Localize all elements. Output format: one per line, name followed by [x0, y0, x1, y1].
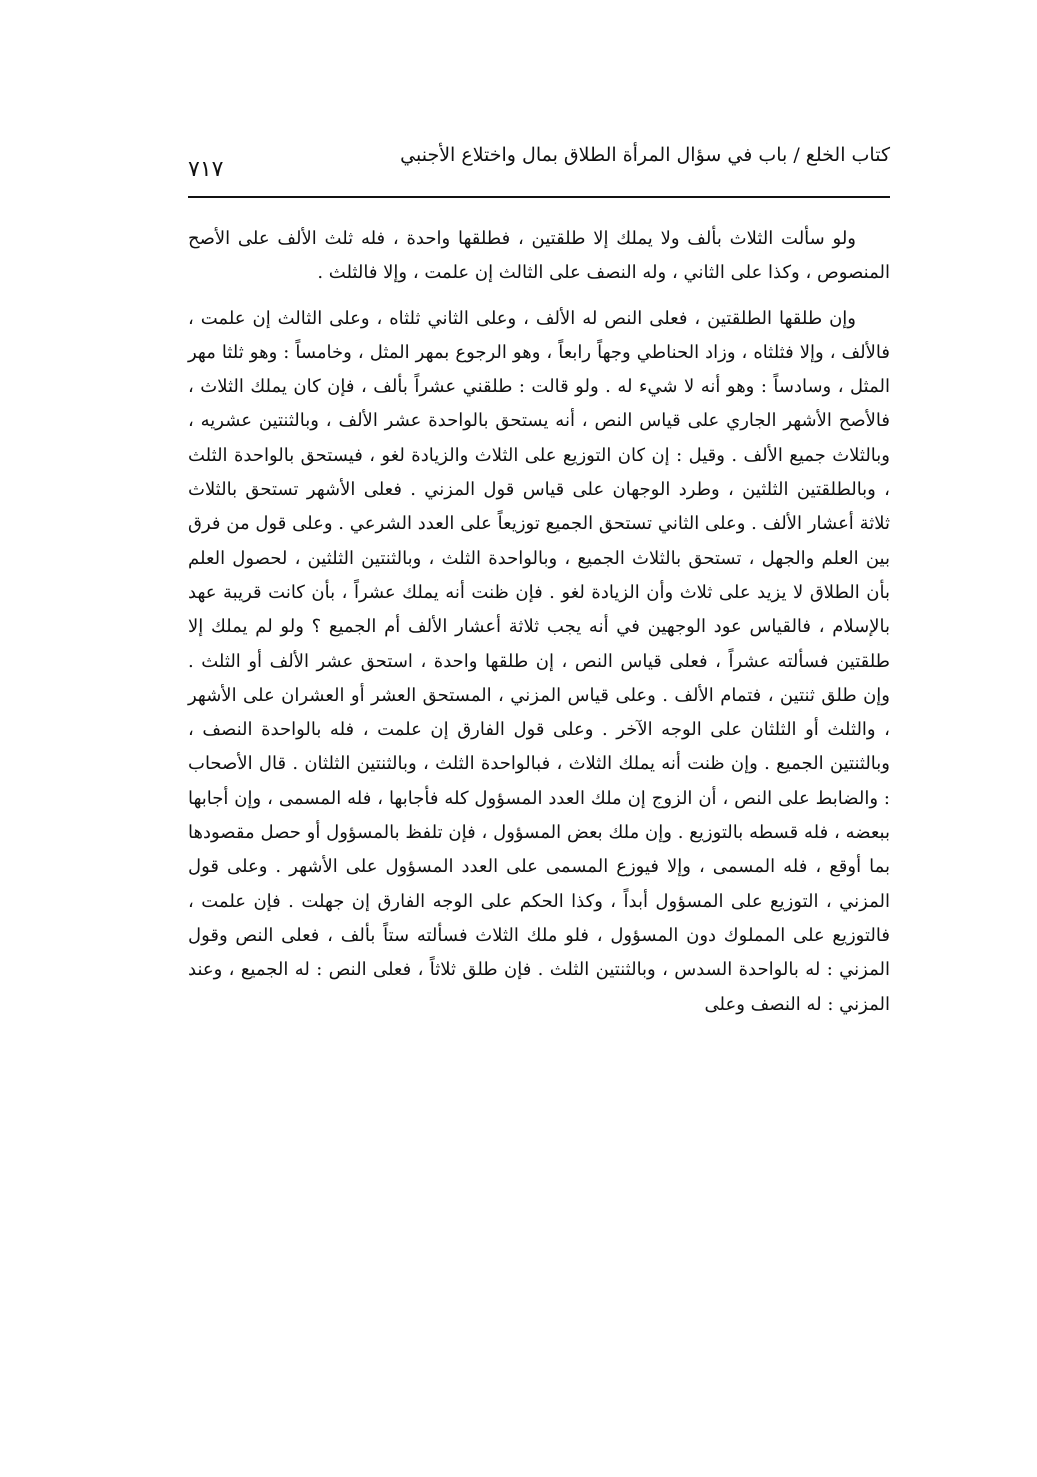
paragraph-2: وإن طلقها الطلقتين ، فعلى النص له الألف ، وعلى الثاني ثلثاه ، وعلى الثالث إن علمت ، فالألف ، وإلا فثلثاه ، وزاد الحناطي وجهاً رابعاً ، وهو الرجوع بمهر المثل ، وخامساً : وهو ثلثا مهر المثل ، وسادساً : وهو أنه لا شيء له . ولو قالت : طلقني عشراً بألف ، فإن كان يملك الثلاث ، فالأصح الأشهر الجاري على قياس النص ، أنه يستحق بالواحدة عشر الألف ، وبالثنتين عشريه ، وبالثلاث جميع الألف . وقيل : إن كان التوزيع على الثلاث والزيادة لغو ، فيستحق بالواحدة الثلث ، وبالطلقتين الثلثين ، وطرد الوجهان على قياس قول المزني . فعلى الأشهر تستحق بالثلاث ثلاثة أعشار الألف . وعلى الثاني تستحق الجميع توزيعاً على العدد الشرعي . وعلى قول من فرق بين العلم والجهل ، تستحق بالثلاث الجميع ، وبالواحدة الثلث ، وبالثنتين الثلثين ، لحصول العلم بأن الطلاق لا يزيد على ثلاث وأن الزيادة لغو . فإن ظنت أنه يملك عشراً ، بأن كانت قريبة عهد بالإسلام ، فالقياس عود الوجهين في أنه يجب ثلاثة أعشار الألف أم الجميع ؟ ولو لم يملك إلا طلقتين فسألته عشراً ، فعلى قياس النص ، إن طلقها واحدة ، استحق عشر الألف أو الثلث . وإن طلق ثنتين ، فتمام الألف . وعلى قياس المزني ، المستحق العشر أو العشران على الأشهر ، والثلث أو الثلثان على الوجه الآخر . وعلى قول الفارق إن علمت ، فله بالواحدة النصف ، وبالثنتين الجميع . وإن ظنت أنه يملك الثلاث ، فبالواحدة الثلث ، وبالثنتين الثلثان . قال الأصحاب : والضابط على النص ، أن الزوج إن ملك العدد المسؤول كله فأجابها ، فله المسمى ، وإن أجابها ببعضه ، فله قسطه بالتوزيع . وإن ملك بعض المسؤول ، فإن تلفظ بالمسؤول أو حصل مقصودها بما أوقع ، فله المسمى ، وإلا فيوزع المسمى على العدد المسؤول على الأشهر . وعلى قول المزني ، التوزيع على المسؤول أبداً ، وكذا الحكم على الوجه الفارق إن جهلت . فإن علمت ، فالتوزيع على المملوك دون المسؤول ، فلو ملك الثلاث فسألته ستاً بألف ، فعلى النص وقول المزني : له بالواحدة السدس ، وبالثنتين الثلث . فإن طلق ثلاثاً ، فعلى النص : له الجميع ، وعند المزني : له النصف وعلى — [188, 307, 890, 1015]
chapter-title: كتاب الخلع / باب في سؤال المرأة الطلاق بمال واختلاع الأجنبي — [400, 144, 890, 166]
page-number: ٧١٧ — [188, 157, 224, 182]
page-body — [188, 222, 890, 1022]
paragraph-1: ولو سألت الثلاث بألف ولا يملك إلا طلقتين ، فطلقها واحدة ، فله ثلث الألف على الأصح المنصوص ، وكذا على الثاني ، وله النصف على الثالث إن علمت ، وإلا فالثلث . — [188, 228, 890, 284]
page-header — [188, 140, 890, 198]
